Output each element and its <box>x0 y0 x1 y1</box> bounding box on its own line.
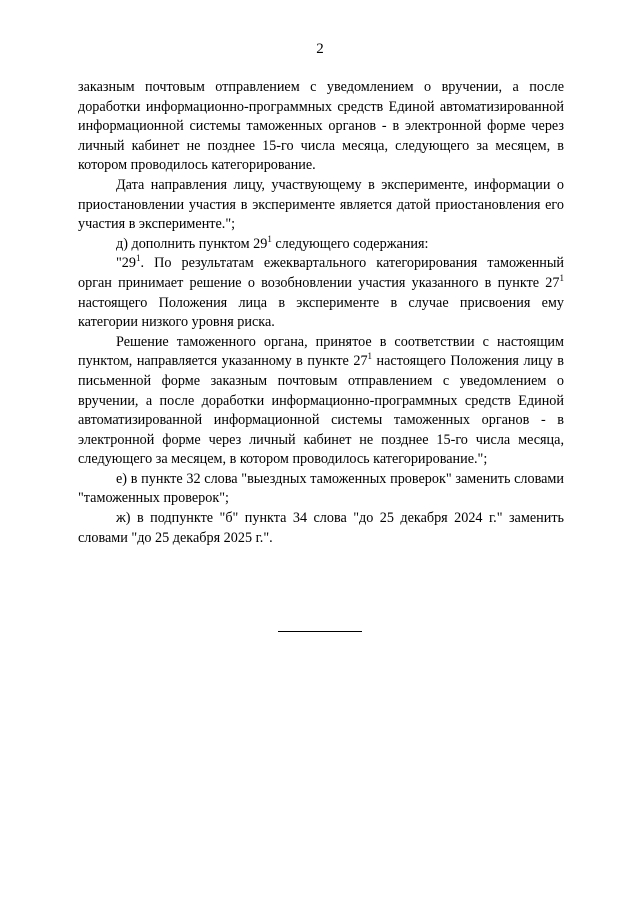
text-run: настоящего Положения лица в эксперименте в случае присвоения ему категории низкого уровня риска. <box>78 294 564 331</box>
page-number: 2 <box>316 41 324 57</box>
paragraph-p7 <box>78 509 564 548</box>
text-run: заказным почтовым отправлением с уведомлением о вручении, а после доработки информационно-программных средств Единой автоматизированной информационной системы таможенных органов - в электронной форме через личный кабинет не позднее 15-го числа месяца, следующего за месяцем, в котором проводилось категорирование. <box>78 79 564 174</box>
paragraph-p2 <box>78 176 564 235</box>
text-run: е) в пункте 32 слова "выездных таможенных проверок" заменить словами "таможенных проверок"; <box>78 470 564 507</box>
paragraph-p4 <box>78 254 564 332</box>
text-run: ж) в подпункте "б" пункта 34 слова "до 25 декабря 2024 г." заменить словами "до 25 декабря 2025 г.". <box>78 510 564 546</box>
document-body <box>78 78 564 548</box>
superscript: 1 <box>135 253 141 264</box>
paragraph-p3 <box>78 235 564 255</box>
text-run: настоящего Положения лицу в письменной форме заказным почтовым отправлением с уведомлением о вручении, а после доработки информационно-программных средств Единой автоматизированной информационной системы таможенных органов - в электронной форме через личный кабинет не позднее 15-го числа месяца, следующего за месяцем, в котором проводилось категорирование."; <box>78 353 565 468</box>
superscript: 1 <box>559 272 564 283</box>
text-run: Решение таможенного органа, принятое в соответствии с настоящим пунктом, направляется указанному в пункте 27 <box>78 333 564 370</box>
text-run: д) дополнить пунктом 29 <box>116 235 268 252</box>
paragraph-p6 <box>78 470 564 509</box>
text-run: Дата направления лицу, участвующему в эксперименте, информации о приостановлении участия в эксперименте является датой приостановления его участия в эксперименте."; <box>78 176 564 233</box>
text-run: следующего содержания: <box>271 235 429 252</box>
text-run: "29 <box>116 255 136 272</box>
paragraph-p5 <box>78 333 564 470</box>
text-run: . По результатам ежеквартального категорирования таможенный орган принимает решение о возобновлении участия указанного в пункте 27 <box>78 255 564 291</box>
paragraph-p1 <box>78 78 564 176</box>
end-divider <box>278 631 362 632</box>
superscript: 1 <box>367 351 373 362</box>
superscript: 1 <box>267 233 272 244</box>
